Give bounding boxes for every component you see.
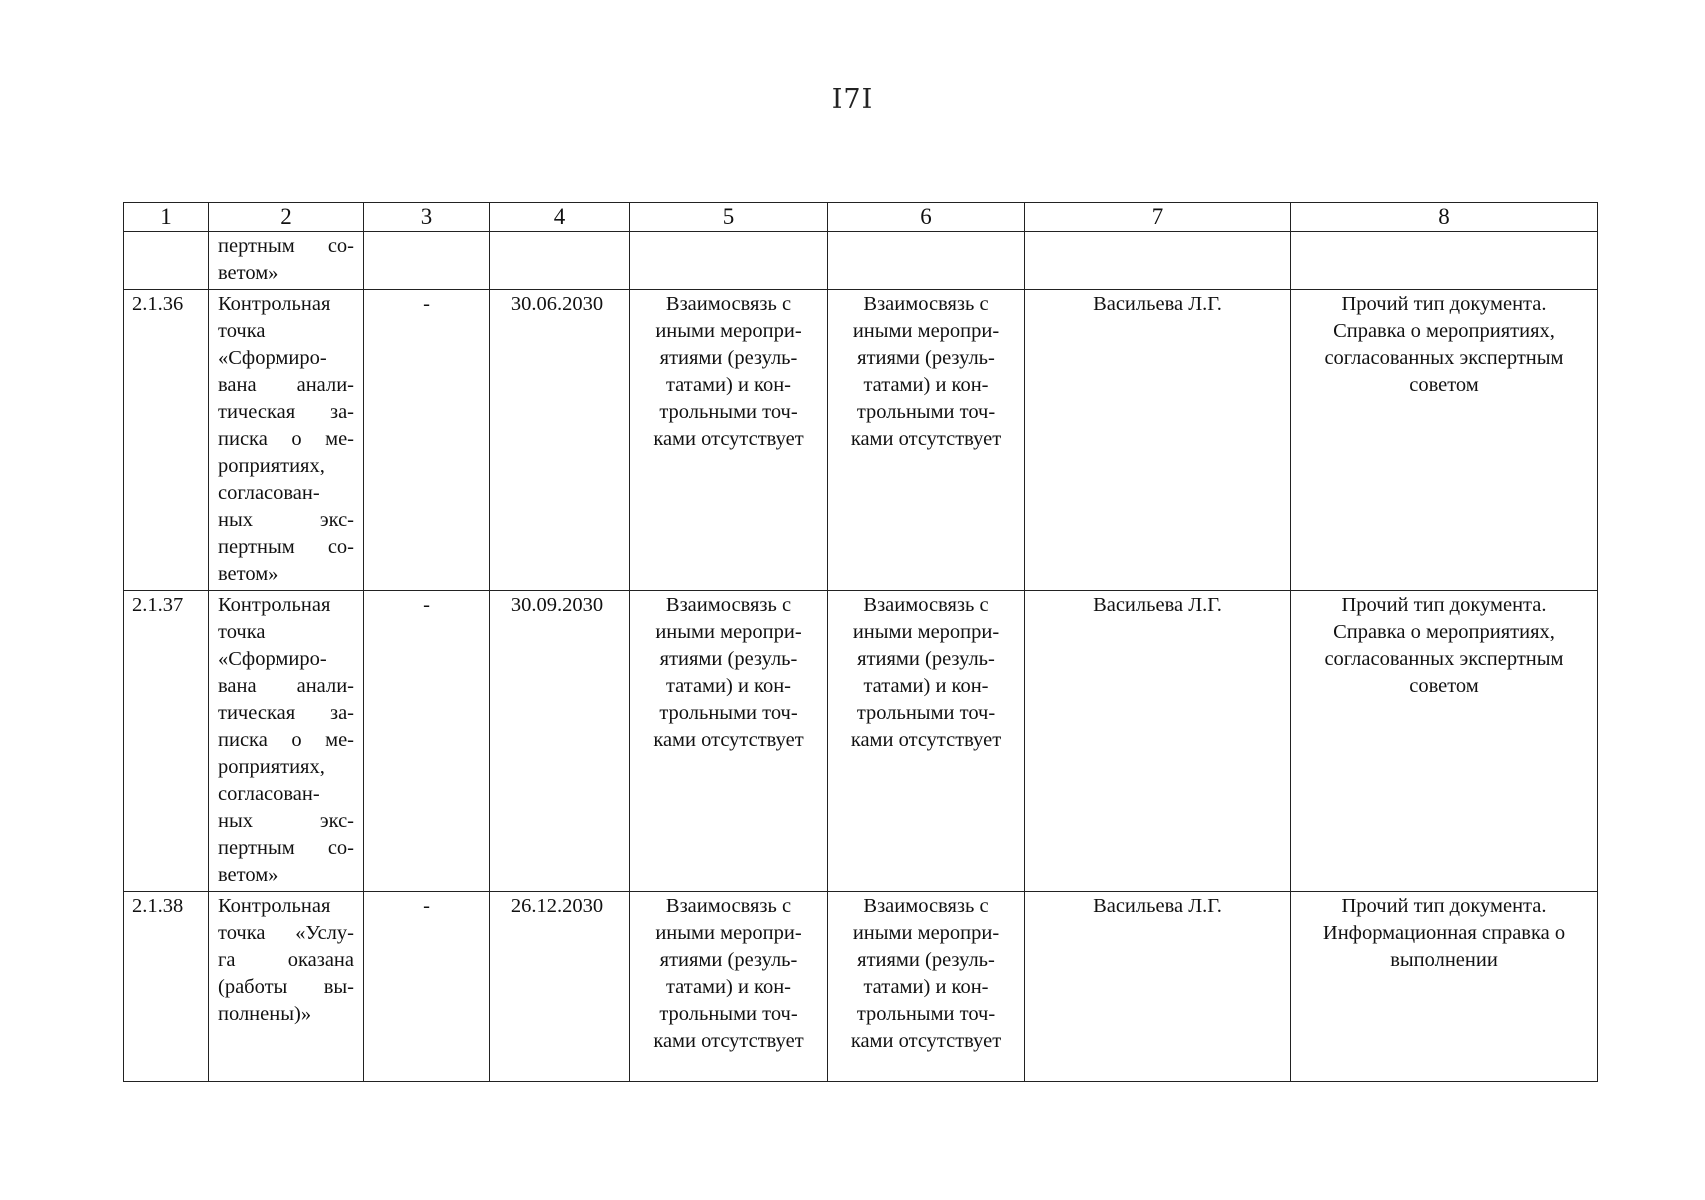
relation-line: трольными точ-: [659, 702, 798, 724]
id-cell: [124, 232, 209, 290]
table-row: [124, 892, 1598, 1082]
relation-line: ками отсутствует: [653, 1030, 804, 1052]
empty-cell: [490, 232, 630, 290]
document-line: Информационная справка о: [1322, 922, 1566, 944]
dash-cell: -: [364, 892, 490, 1082]
name-line: ветом»: [218, 262, 279, 284]
relation-line: ками отсутствует: [850, 729, 1002, 751]
name-line: тическая за-: [218, 702, 354, 724]
relation-line: трольными точ-: [856, 1003, 996, 1025]
relation-cell: [630, 290, 828, 591]
name-line: пертным со-: [218, 536, 354, 558]
relation-line: ками отсутствует: [850, 1030, 1002, 1052]
relation-cell: [630, 591, 828, 892]
empty-cell: [1291, 232, 1598, 290]
relation-line: иными меропри-: [852, 922, 1000, 944]
relation-line: ками отсутствует: [850, 428, 1002, 450]
table-row: [124, 290, 1598, 591]
relation-line: Взаимосвязь с: [665, 293, 792, 315]
relation-line: татами) и кон-: [665, 374, 792, 396]
id-cell: 2.1.37: [124, 591, 209, 892]
header-row: [124, 203, 1598, 232]
name-line: (работы вы-: [218, 976, 354, 998]
name-line: «Сформиро-: [218, 648, 327, 670]
empty-cell: [630, 232, 828, 290]
document-line: Справка о мероприятиях,: [1333, 621, 1555, 643]
relation-line: Взаимосвязь с: [863, 293, 989, 315]
header-cell: 8: [1291, 203, 1598, 232]
header-cell: 5: [630, 203, 828, 232]
relation-line: ками отсутствует: [653, 729, 804, 751]
relation-line: трольными точ-: [659, 401, 798, 423]
relation-line: ками отсутствует: [653, 428, 804, 450]
name-line: писка о ме-: [218, 729, 354, 751]
relation-line: ятиями (резуль-: [857, 648, 995, 670]
document-cell: [1291, 290, 1598, 591]
relation-line: ятиями (резуль-: [857, 347, 995, 369]
date-cell: 26.12.2030: [490, 892, 630, 1082]
document-line: советом: [1409, 374, 1479, 396]
table-row: [124, 591, 1598, 892]
relation-line: иными меропри-: [655, 621, 802, 643]
document-line: Справка о мероприятиях,: [1333, 320, 1555, 342]
relation-line: Взаимосвязь с: [863, 895, 989, 917]
name-cell: [209, 290, 364, 591]
name-line: ветом»: [218, 864, 279, 886]
date-cell: 30.09.2030: [490, 591, 630, 892]
document-line: согласованных экспертным: [1324, 347, 1564, 369]
relation-line: иными меропри-: [655, 320, 802, 342]
relation-line: татами) и кон-: [863, 976, 989, 998]
relation-line: татами) и кон-: [863, 675, 989, 697]
relation-line: татами) и кон-: [863, 374, 989, 396]
name-line: ветом»: [218, 563, 279, 585]
relation-line: ятиями (резуль-: [659, 648, 798, 670]
document-line: Прочий тип документа.: [1341, 293, 1547, 315]
continuation-row: [124, 232, 1598, 290]
name-line: писка о ме-: [218, 428, 354, 450]
name-line: согласован-: [218, 783, 320, 805]
relation-line: иными меропри-: [655, 922, 802, 944]
page-number: I7I: [831, 84, 874, 115]
name-line: пертным со-: [218, 235, 354, 257]
relation-line: трольными точ-: [856, 702, 996, 724]
name-line: согласован-: [218, 482, 320, 504]
name-line: пертным со-: [218, 837, 354, 859]
header-cell: 1: [124, 203, 209, 232]
name-line: тическая за-: [218, 401, 354, 423]
header-cell: 4: [490, 203, 630, 232]
relation-line: ятиями (резуль-: [659, 949, 798, 971]
empty-cell: [828, 232, 1025, 290]
relation-line: Взаимосвязь с: [665, 895, 792, 917]
relation-line: иными меропри-: [852, 621, 1000, 643]
document-cell: [1291, 591, 1598, 892]
document-line: выполнении: [1390, 949, 1498, 971]
name-line: вана анали-: [218, 675, 354, 697]
relation-line: ятиями (резуль-: [659, 347, 798, 369]
relation-line: татами) и кон-: [665, 675, 792, 697]
name-line: Контрольная: [218, 895, 331, 917]
name-line: роприятиях,: [218, 455, 325, 477]
id-cell: 2.1.36: [124, 290, 209, 591]
relation-line: татами) и кон-: [665, 976, 792, 998]
responsible-cell: Васильева Л.Г.: [1025, 892, 1291, 1082]
name-cell: [209, 892, 364, 1082]
relation-line: трольными точ-: [856, 401, 996, 423]
name-line: ных экс-: [218, 810, 354, 832]
dash-cell: -: [364, 290, 490, 591]
name-line: роприятиях,: [218, 756, 325, 778]
name-line: «Сформиро-: [218, 347, 327, 369]
name-cell: [209, 232, 364, 290]
name-line: Контрольная: [218, 594, 331, 616]
header-cell: 6: [828, 203, 1025, 232]
responsible-cell: Васильева Л.Г.: [1025, 591, 1291, 892]
name-cell: [209, 591, 364, 892]
relation-cell: [828, 591, 1025, 892]
document-line: согласованных экспертным: [1324, 648, 1564, 670]
header-cell: 7: [1025, 203, 1291, 232]
empty-cell: [1025, 232, 1291, 290]
name-line: точка: [218, 621, 266, 643]
relation-line: иными меропри-: [852, 320, 1000, 342]
name-line: Контрольная: [218, 293, 331, 315]
dash-cell: -: [364, 591, 490, 892]
document-cell: [1291, 892, 1598, 1082]
date-cell: 30.06.2030: [490, 290, 630, 591]
empty-cell: [364, 232, 490, 290]
relation-cell: [828, 892, 1025, 1082]
name-line: вана анали-: [218, 374, 354, 396]
document-line: Прочий тип документа.: [1341, 594, 1547, 616]
document-line: советом: [1409, 675, 1479, 697]
name-line: полнены)»: [218, 1003, 312, 1025]
relation-line: Взаимосвязь с: [863, 594, 989, 616]
relation-cell: [828, 290, 1025, 591]
name-line: га оказана: [218, 949, 354, 971]
name-line: ных экс-: [218, 509, 354, 531]
relation-cell: [630, 892, 828, 1082]
header-cell: 2: [209, 203, 364, 232]
id-cell: 2.1.38: [124, 892, 209, 1082]
name-line: точка: [218, 320, 266, 342]
responsible-cell: Васильева Л.Г.: [1025, 290, 1291, 591]
relation-line: трольными точ-: [659, 1003, 798, 1025]
header-cell: 3: [364, 203, 490, 232]
document-line: Прочий тип документа.: [1341, 895, 1547, 917]
relation-line: Взаимосвязь с: [665, 594, 792, 616]
measures-table: [123, 202, 1598, 1082]
name-line: точка «Услу-: [218, 922, 354, 944]
relation-line: ятиями (резуль-: [857, 949, 995, 971]
